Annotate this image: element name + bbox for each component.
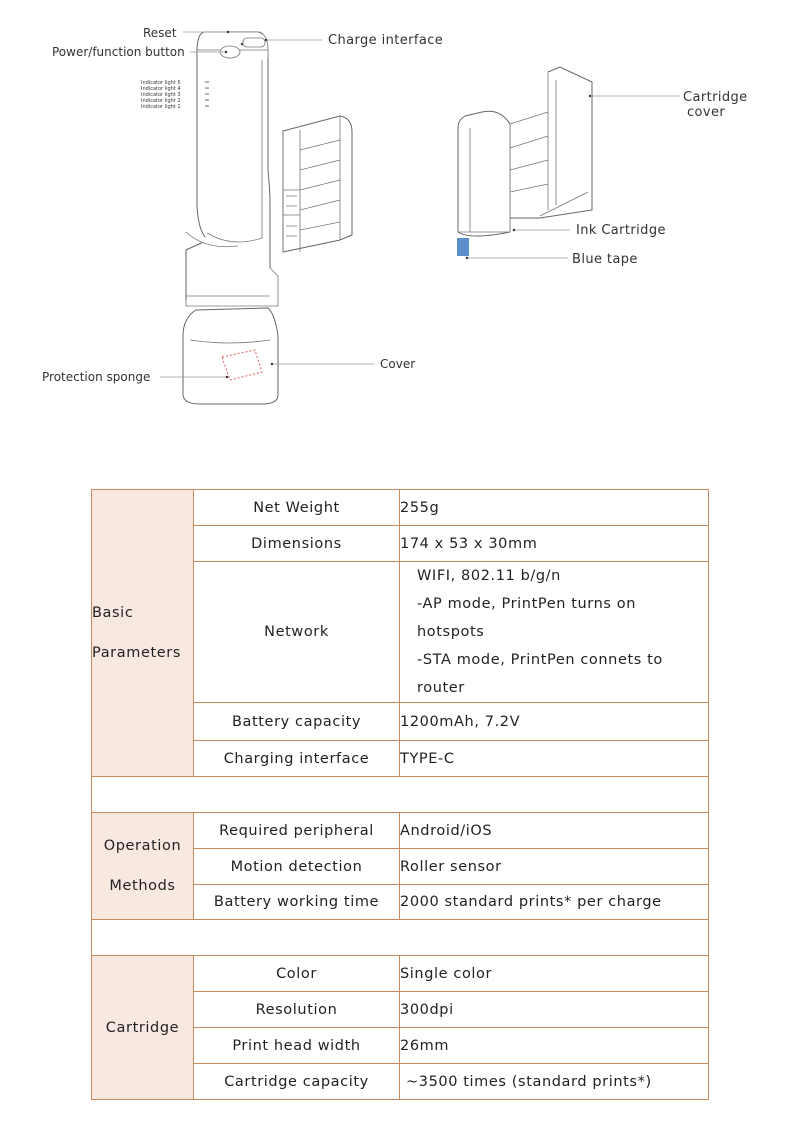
property-cartridge-capacity: Cartridge capacity: [194, 1064, 400, 1100]
table-spacer: [92, 777, 709, 813]
value-battery-working-time: 2000 standard prints* per charge: [400, 885, 709, 920]
property-battery-capacity: Battery capacity: [194, 703, 400, 741]
section-label-line: Parameters: [92, 645, 181, 661]
table-spacer-row: [92, 777, 709, 813]
network-line: -AP mode, PrintPen turns on hotspots: [417, 596, 637, 640]
section-cartridge: Cartridge: [92, 956, 194, 1100]
value-charging-interface: TYPE-C: [400, 741, 709, 777]
property-print-head-width: Print head width: [194, 1028, 400, 1064]
cartridge-cover-label-line2: cover: [687, 105, 726, 120]
value-resolution: 300dpi: [400, 992, 709, 1028]
value-dimensions: 174 x 53 x 30mm: [400, 526, 709, 562]
property-charging-interface: Charging interface: [194, 741, 400, 777]
pen-body-illustration: [186, 32, 278, 306]
section-label-line: Basic: [92, 605, 134, 621]
indicator-light-4-label: Indicator light 4: [141, 86, 181, 92]
property-motion-detection: Motion detection: [194, 849, 400, 885]
property-resolution: Resolution: [194, 992, 400, 1028]
table-spacer-row: [92, 920, 709, 956]
cartridge-cover-label-line1: Cartridge: [683, 90, 748, 105]
property-net-weight: Net Weight: [194, 490, 400, 526]
protection-sponge-label: Protection sponge: [42, 370, 151, 384]
power-button-label: Power/function button: [52, 45, 185, 59]
section-operation-methods: [92, 813, 194, 920]
cartridge-cover-illustration: [457, 67, 592, 256]
table-row: [92, 490, 709, 526]
table-row: [92, 813, 709, 849]
section-label-line: Methods: [109, 878, 176, 894]
table-spacer: [92, 920, 709, 956]
value-print-head-width: 26mm: [400, 1028, 709, 1064]
property-battery-working-time: Battery working time: [194, 885, 400, 920]
blue-tape-label: Blue tape: [572, 252, 638, 267]
cover-illustration: [183, 308, 278, 404]
spec-table: [91, 489, 709, 1100]
value-net-weight: 255g: [400, 490, 709, 526]
reset-label: Reset: [143, 26, 177, 40]
cover-label: Cover: [380, 357, 416, 371]
property-dimensions: Dimensions: [194, 526, 400, 562]
value-required-peripheral: Android/iOS: [400, 813, 709, 849]
indicator-light-5-label: Indicator light 5: [141, 80, 181, 86]
network-line: -STA mode, PrintPen connets to router: [417, 652, 663, 696]
indicator-light-1-label: Indicator light 1: [141, 104, 181, 110]
indicator-light-3-label: Indicator light 3: [141, 92, 181, 98]
indicator-light-2-label: Indicator light 2: [141, 98, 181, 104]
network-line: WIFI, 802.11 b/g/n: [417, 568, 561, 584]
ink-cartridge-label: Ink Cartridge: [576, 223, 666, 238]
property-color: Color: [194, 956, 400, 992]
section-label-line: Operation: [103, 838, 182, 854]
property-network: Network: [194, 562, 400, 703]
value-cartridge-capacity: ~3500 times (standard prints*): [400, 1064, 709, 1100]
cartridge-module-illustration: [283, 116, 352, 252]
value-color: Single color: [400, 956, 709, 992]
value-network: [400, 562, 709, 703]
section-basic-parameters: [92, 490, 194, 777]
table-row: [92, 956, 709, 992]
value-motion-detection: Roller sensor: [400, 849, 709, 885]
property-required-peripheral: Required peripheral: [194, 813, 400, 849]
charge-interface-label: Charge interface: [328, 33, 444, 48]
value-battery-capacity: 1200mAh, 7.2V: [400, 703, 709, 741]
product-diagram: [0, 0, 800, 440]
